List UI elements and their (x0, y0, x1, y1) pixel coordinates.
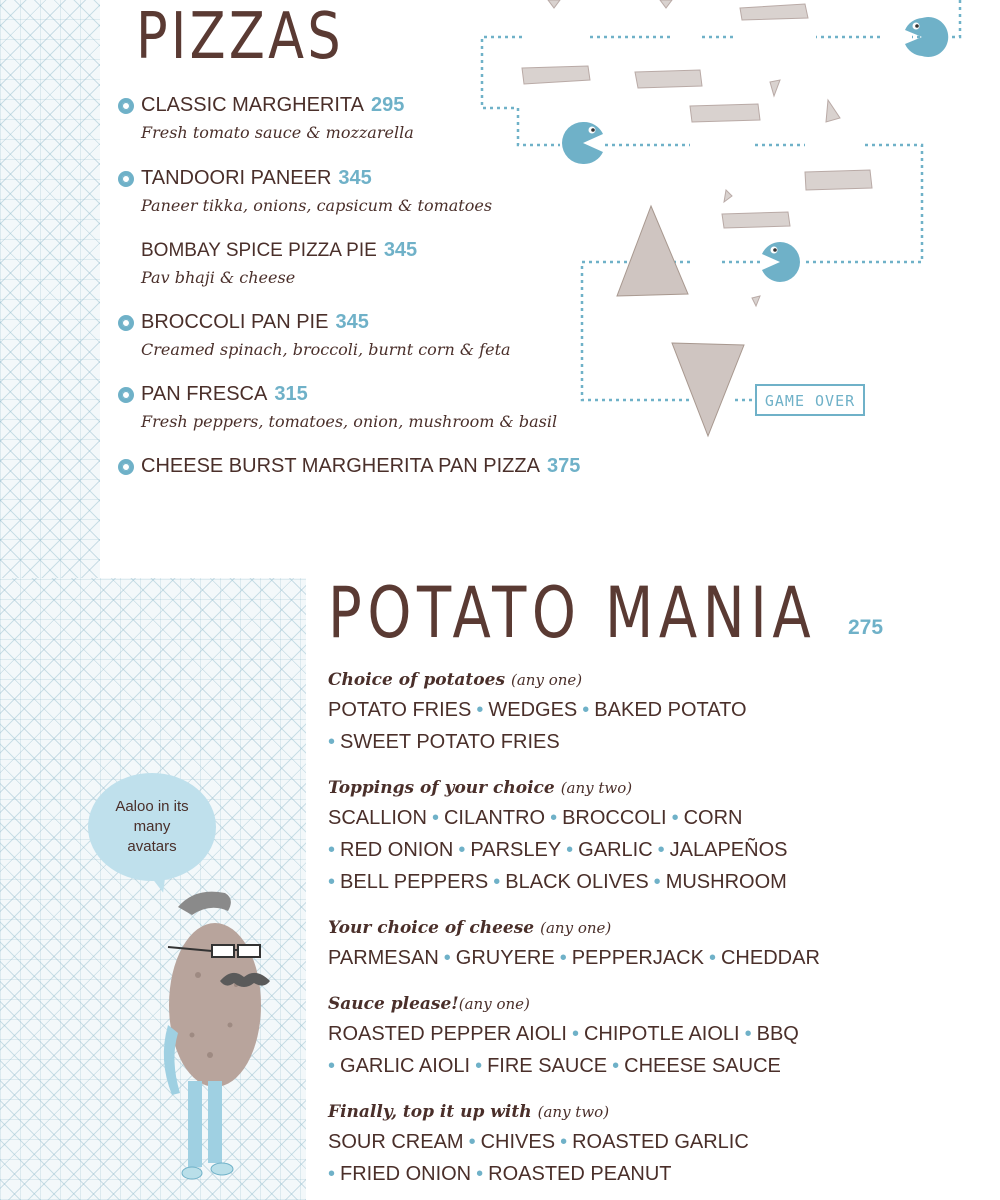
group-note: (any two) (537, 1103, 610, 1121)
option: GARLIC (578, 839, 653, 861)
option: ROASTED PEANUT (488, 1163, 672, 1185)
option: POTATO FRIES (328, 699, 472, 721)
option: CHEDDAR (720, 947, 820, 969)
group-note: (any one) (511, 671, 583, 689)
pizza-name: TANDOORI PANEER (141, 167, 332, 189)
option-list: SCALLION • CILANTRO • BROCCOLI • CORN • RED ONION • PARSLEY • GARLIC • JALAPEÑOS • BELL PEPPERS • BLACK OLIVES • MUSHROOM (328, 807, 788, 893)
option: CORN (683, 807, 743, 829)
option: GRUYERE (455, 947, 555, 969)
veg-icon (118, 315, 134, 331)
speech-bubble (88, 773, 216, 881)
pizza-name: CLASSIC MARGHERITA (141, 94, 364, 116)
potato-mania-title: POTATO MANIA (328, 572, 817, 654)
option: JALAPEÑOS (669, 839, 788, 861)
option-list: PARMESAN • GRUYERE • PEPPERJACK • CHEDDAR (328, 947, 820, 969)
group-label: Toppings of your choice (328, 778, 555, 798)
potato-character-icon (140, 885, 290, 1195)
option: SOUR CREAM (328, 1131, 464, 1153)
option: BROCCOLI (562, 807, 667, 829)
option: CHIVES (480, 1131, 556, 1153)
pizza-name: CHEESE BURST MARGHERITA PAN PIZZA (141, 455, 540, 477)
pacman-icon (762, 242, 800, 282)
game-over-label: GAME OVER (764, 392, 856, 410)
option: WEDGES (488, 699, 578, 721)
option: BLACK OLIVES (505, 871, 649, 893)
option: MUSHROOM (665, 871, 787, 893)
potato-mania-price: 275 (848, 616, 884, 639)
pizza-item (118, 455, 580, 478)
option: PARSLEY (470, 839, 562, 861)
option-list: ROASTED PEPPER AIOLI • CHIPOTLE AIOLI • BBQ • GARLIC AIOLI • FIRE SAUCE • CHEESE SAUCE (328, 1023, 799, 1077)
pizza-price: 345 (383, 239, 418, 261)
option: PEPPERJACK (571, 947, 704, 969)
group-label: Your choice of cheese (328, 918, 535, 938)
group-label: Choice of potatoes (328, 670, 506, 690)
lattice-pattern-top (0, 0, 100, 580)
veg-icon (118, 459, 134, 475)
group-label: Finally, top it up with (328, 1102, 532, 1122)
pizza-item (118, 239, 417, 287)
pizza-name: PAN FRESCA (141, 383, 268, 405)
option: FRIED ONION (340, 1163, 472, 1185)
pizza-name: BROCCOLI PAN PIE (141, 311, 329, 333)
option: BAKED POTATO (594, 699, 747, 721)
option: GARLIC AIOLI (340, 1055, 471, 1077)
pizza-description: Fresh peppers, tomatoes, onion, mushroom & basil (141, 412, 558, 431)
pizza-price: 345 (335, 311, 369, 333)
option: SWEET POTATO FRIES (340, 731, 560, 753)
option-list: SOUR CREAM • CHIVES • ROASTED GARLIC • FRIED ONION • ROASTED PEANUT (328, 1131, 749, 1185)
option-group-sauce (328, 994, 928, 1082)
pacman-game-illustration (470, 0, 1000, 450)
option: RED ONION (340, 839, 454, 861)
pizza-item (118, 167, 492, 215)
option-list: POTATO FRIES • WEDGES • BAKED POTATO • SWEET POTATO FRIES (328, 699, 747, 753)
option-group-potatoes (328, 670, 928, 758)
option-group-toppings (328, 778, 928, 898)
pizza-price: 315 (274, 383, 308, 405)
option: BELL PEPPERS (340, 871, 489, 893)
veg-icon (118, 171, 134, 187)
option-group-finally (328, 1102, 928, 1190)
pizza-description: Pav bhaji & cheese (141, 268, 296, 287)
option: CHIPOTLE AIOLI (583, 1023, 740, 1045)
option: FIRE SAUCE (487, 1055, 608, 1077)
pizza-item (118, 311, 511, 359)
pizza-price: 345 (338, 167, 372, 189)
pizza-description: Fresh tomato sauce & mozzarella (141, 123, 414, 142)
veg-icon (118, 387, 134, 403)
option-group-cheese (328, 918, 928, 974)
option: ROASTED PEPPER AIOLI (328, 1023, 567, 1045)
pizza-item (118, 94, 414, 142)
pizza-price: 295 (371, 94, 405, 116)
group-label: Sauce please! (328, 994, 459, 1014)
option: BBQ (756, 1023, 799, 1045)
group-note: (any two) (560, 779, 633, 797)
pacman-icon (562, 122, 603, 164)
option: SCALLION (328, 807, 427, 829)
option: CHEESE SAUCE (624, 1055, 781, 1077)
pizza-description: Creamed spinach, broccoli, burnt corn & feta (141, 340, 511, 359)
option: PARMESAN (328, 947, 439, 969)
group-note: (any one) (458, 995, 530, 1013)
option: CILANTRO (443, 807, 546, 829)
pizza-name: BOMBAY SPICE PIZZA PIE (141, 239, 377, 261)
pizza-price: 375 (546, 455, 581, 477)
option: ROASTED GARLIC (572, 1131, 749, 1153)
speech-bubble-text: Aaloo in its many avatars (115, 798, 189, 855)
group-note: (any one) (540, 919, 612, 937)
pizza-description: Paneer tikka, onions, capsicum & tomatoes (141, 196, 493, 215)
veg-icon (118, 98, 134, 114)
pizzas-title: PIZZAS (136, 0, 344, 74)
